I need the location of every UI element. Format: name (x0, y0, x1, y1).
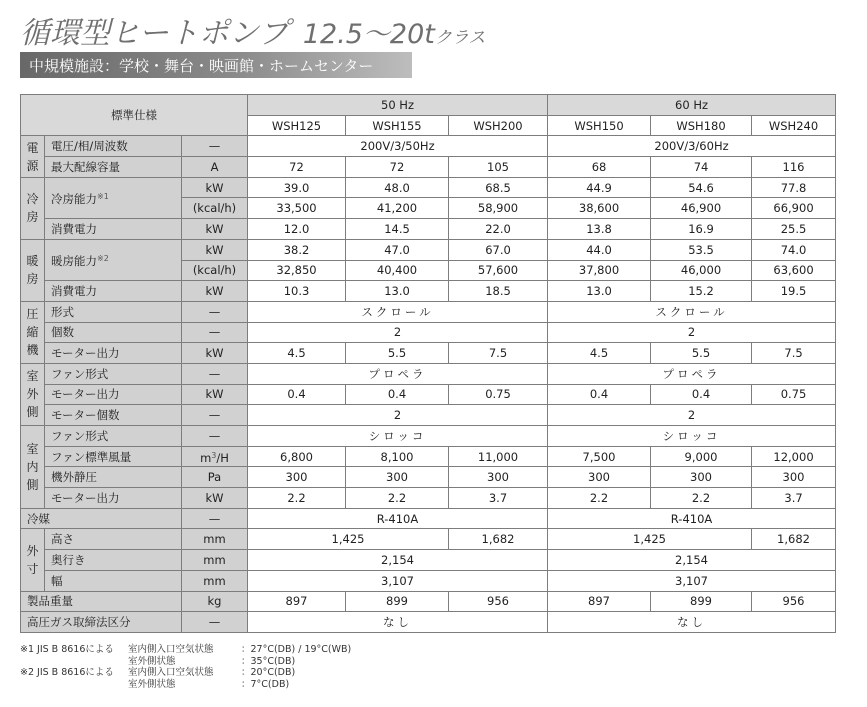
hz50-header: 50 Hz (248, 95, 548, 116)
footnotes (20, 644, 351, 690)
table-row (21, 405, 836, 426)
cell: 37,800 (548, 260, 651, 281)
cell: 63,600 (752, 260, 836, 281)
cell: 897 (248, 591, 346, 612)
cell: 956 (752, 591, 836, 612)
cell: 77.8 (752, 177, 836, 198)
row-unit: mm (182, 570, 248, 591)
cell: 13.0 (346, 281, 449, 302)
cell: 33,500 (248, 198, 346, 219)
row-unit: Pa (182, 467, 248, 488)
cell: 200V/3/60Hz (548, 136, 836, 157)
row-label: 消費電力 (45, 219, 182, 240)
group-label (21, 136, 45, 177)
cell: シロッコ (248, 426, 548, 447)
cell: 0.4 (651, 384, 752, 405)
cell: 4.5 (248, 343, 346, 364)
table-row (21, 550, 836, 571)
cell: 25.5 (752, 219, 836, 240)
footnote-line (20, 644, 351, 656)
subtitle: 中規模施設：学校・舞台・映画館・ホームセンター (29, 57, 374, 75)
cell: 6,800 (248, 446, 346, 467)
row-unit: — (182, 612, 248, 633)
cell: 2.2 (651, 488, 752, 509)
group-heating: 暖房 (26, 254, 39, 287)
footnote-value: ：7°C(DB) (241, 678, 290, 690)
cell: 897 (548, 591, 651, 612)
model-header: WSH125 (248, 115, 346, 136)
footnote-ref: ※2 JIS B 8616による (20, 667, 114, 678)
cell: 40,400 (346, 260, 449, 281)
cell: 9,000 (651, 446, 752, 467)
table-row (21, 570, 836, 591)
row-unit: kW (182, 219, 248, 240)
row-label: 個数 (45, 322, 182, 343)
cell: 66,900 (752, 198, 836, 219)
footnote-value: ：35°C(DB) (241, 655, 296, 667)
title-class: クラス (434, 28, 486, 48)
cell: 3.7 (752, 488, 836, 509)
table-row (21, 301, 836, 322)
spec-label: 標準仕様 (21, 95, 248, 136)
footnote-cond: 室外側状態 (128, 678, 176, 690)
table-row (21, 488, 836, 509)
row-unit: — (182, 405, 248, 426)
cell: 300 (346, 467, 449, 488)
cell: 13.0 (548, 281, 651, 302)
cell: 3,107 (548, 570, 836, 591)
cell: 14.5 (346, 219, 449, 240)
cell: 68.5 (449, 177, 548, 198)
cell: 300 (752, 467, 836, 488)
cell: 7.5 (752, 343, 836, 364)
footnote-cond: 室外側状態 (128, 655, 176, 667)
footnote-line (20, 656, 351, 668)
footnote-cond: 室内側入口空気状態 (128, 644, 214, 655)
cell: 10.3 (248, 281, 346, 302)
cell: 57,600 (449, 260, 548, 281)
row-unit: — (182, 363, 248, 384)
group-power: 電源 (26, 140, 39, 173)
cell: 1,425 (548, 529, 752, 550)
row-label: 製品重量 (21, 591, 182, 612)
footnote-line (20, 679, 351, 691)
row-label: モーター出力 (45, 384, 182, 405)
footnote-value: ：20°C(DB) (241, 667, 296, 678)
row-unit: — (182, 508, 248, 529)
group-label (21, 177, 45, 239)
cell: 105 (449, 157, 548, 178)
cell: R-410A (248, 508, 548, 529)
cell: 956 (449, 591, 548, 612)
table-row (21, 612, 836, 633)
footnote-line (20, 667, 351, 679)
cell: 3,107 (248, 570, 548, 591)
table-row (21, 219, 836, 240)
row-unit: mm (182, 529, 248, 550)
cell: 3.7 (449, 488, 548, 509)
cell: 54.6 (651, 177, 752, 198)
table-row (21, 529, 836, 550)
model-header: WSH155 (346, 115, 449, 136)
cell: 15.2 (651, 281, 752, 302)
row-unit: mm (182, 550, 248, 571)
group-compressor: 圧縮機 (26, 307, 39, 358)
cell: 46,900 (651, 198, 752, 219)
cell: 1,682 (752, 529, 836, 550)
cell: 46,000 (651, 260, 752, 281)
cell: 0.75 (752, 384, 836, 405)
cell: 12.0 (248, 219, 346, 240)
subtitle-bar (20, 52, 412, 78)
table-row (21, 157, 836, 178)
cell: 899 (346, 591, 449, 612)
group-label (21, 301, 45, 363)
cell: 72 (248, 157, 346, 178)
row-label: 高圧ガス取締法区分 (21, 612, 182, 633)
cell: 74.0 (752, 239, 836, 260)
table-row (21, 467, 836, 488)
model-header: WSH240 (752, 115, 836, 136)
cell: 41,200 (346, 198, 449, 219)
cell: 2.2 (346, 488, 449, 509)
cell: 19.5 (752, 281, 836, 302)
row-label: ファン標準風量 (45, 446, 182, 467)
row-unit: A (182, 157, 248, 178)
cell: 53.5 (651, 239, 752, 260)
row-unit: kW (182, 384, 248, 405)
cell: 22.0 (449, 219, 548, 240)
row-label: 奥行き (45, 550, 182, 571)
cell: 38,600 (548, 198, 651, 219)
row-label: 機外静圧 (45, 467, 182, 488)
cell: 2.2 (548, 488, 651, 509)
cell: 44.0 (548, 239, 651, 260)
footnote-ref: ※1 JIS B 8616による (20, 644, 114, 655)
cell: 2.2 (248, 488, 346, 509)
row-unit: kW (182, 281, 248, 302)
cell: プロペラ (248, 363, 548, 384)
footnote-ref (20, 656, 128, 668)
cell: 74 (651, 157, 752, 178)
cell: 2,154 (248, 550, 548, 571)
table-row (21, 363, 836, 384)
table-row (21, 384, 836, 405)
row-label: 電圧/相/周波数 (45, 136, 182, 157)
group-label (21, 426, 45, 509)
cell: 0.4 (346, 384, 449, 405)
cell: スクロール (248, 301, 548, 322)
model-header: WSH150 (548, 115, 651, 136)
table-row (21, 136, 836, 157)
cell: スクロール (548, 301, 836, 322)
row-label: ファン形式 (45, 426, 182, 447)
cell: 300 (548, 467, 651, 488)
cell: 2 (548, 322, 836, 343)
cell: R-410A (548, 508, 836, 529)
row-label: 幅 (45, 570, 182, 591)
cooling-capacity-label: 冷房能力 (51, 191, 97, 206)
row-label (45, 239, 182, 280)
row-label: モーター出力 (45, 343, 182, 364)
cell: 18.5 (449, 281, 548, 302)
row-label: モーター出力 (45, 488, 182, 509)
cell: 300 (651, 467, 752, 488)
group-indoor: 室内側 (26, 441, 39, 492)
model-header: WSH180 (651, 115, 752, 136)
cell: 0.4 (248, 384, 346, 405)
row-unit (182, 446, 248, 467)
row-label: 高さ (45, 529, 182, 550)
cell: プロペラ (548, 363, 836, 384)
cell: なし (548, 612, 836, 633)
title-main: 循環型ヒートポンプ (20, 16, 289, 51)
row-unit: kW (182, 488, 248, 509)
row-unit: (kcal/h) (182, 260, 248, 281)
cell: 2 (248, 405, 548, 426)
cell: 44.9 (548, 177, 651, 198)
row-unit: kW (182, 343, 248, 364)
row-unit: kg (182, 591, 248, 612)
table-row (21, 239, 836, 260)
table-row (21, 177, 836, 198)
cell: 116 (752, 157, 836, 178)
unit-tail: /H (216, 450, 229, 465)
unit-sup: 3 (211, 450, 217, 460)
table-row (21, 591, 836, 612)
note-marker: ※2 (97, 254, 109, 263)
cell: 39.0 (248, 177, 346, 198)
cell: 5.5 (346, 343, 449, 364)
table-row (21, 322, 836, 343)
row-unit: — (182, 426, 248, 447)
group-dimensions: 外寸 (26, 543, 39, 576)
footnote-value: ：27°C(DB) / 19°C(WB) (241, 644, 352, 655)
cell: 7,500 (548, 446, 651, 467)
cell: 8,100 (346, 446, 449, 467)
unit-base: m (200, 450, 212, 465)
cell: 1,682 (449, 529, 548, 550)
model-header: WSH200 (449, 115, 548, 136)
footnote-cond: 室内側入口空気状態 (128, 667, 214, 678)
cell: 0.75 (449, 384, 548, 405)
row-unit: (kcal/h) (182, 198, 248, 219)
note-marker: ※1 (97, 191, 109, 201)
cell: 1,425 (248, 529, 449, 550)
cell: 5.5 (651, 343, 752, 364)
cell: 12,000 (752, 446, 836, 467)
cell: 48.0 (346, 177, 449, 198)
cell: 38.2 (248, 239, 346, 260)
cell: 899 (651, 591, 752, 612)
table-row (21, 508, 836, 529)
cell: 58,900 (449, 198, 548, 219)
row-unit: — (182, 322, 248, 343)
group-label (21, 363, 45, 425)
cell: 300 (449, 467, 548, 488)
cell: 7.5 (449, 343, 548, 364)
row-label: 最大配線容量 (45, 157, 182, 178)
cell: 11,000 (449, 446, 548, 467)
row-label: ファン形式 (45, 363, 182, 384)
cell: 13.8 (548, 219, 651, 240)
cell: 2 (248, 322, 548, 343)
group-cooling: 冷房 (26, 192, 39, 225)
cell: 16.9 (651, 219, 752, 240)
group-label (21, 239, 45, 301)
table-row (21, 446, 836, 467)
table-row (21, 426, 836, 447)
header-row-hz (21, 95, 836, 116)
hz60-header: 60 Hz (548, 95, 836, 116)
cell: 32,850 (248, 260, 346, 281)
heating-capacity-label: 暖房能力 (51, 254, 97, 268)
cell: 4.5 (548, 343, 651, 364)
row-label: 消費電力 (45, 281, 182, 302)
cell: 2,154 (548, 550, 836, 571)
title-capacity: 12.5～20t (302, 19, 435, 50)
cell: 200V/3/50Hz (248, 136, 548, 157)
spec-table (20, 94, 836, 633)
row-label: 形式 (45, 301, 182, 322)
cell: 0.4 (548, 384, 651, 405)
row-unit: — (182, 136, 248, 157)
cell: 72 (346, 157, 449, 178)
table-row (21, 343, 836, 364)
row-label: モーター個数 (45, 405, 182, 426)
row-unit: kW (182, 177, 248, 198)
group-label (21, 529, 45, 591)
row-unit: kW (182, 239, 248, 260)
table-row (21, 281, 836, 302)
cell: 67.0 (449, 239, 548, 260)
cell: 2 (548, 405, 836, 426)
cell: なし (248, 612, 548, 633)
cell: シロッコ (548, 426, 836, 447)
row-label (45, 177, 182, 218)
group-outdoor: 室外側 (26, 369, 39, 420)
cell: 47.0 (346, 239, 449, 260)
row-label: 冷媒 (21, 508, 182, 529)
footnote-ref (20, 679, 128, 691)
cell: 300 (248, 467, 346, 488)
page-title (20, 8, 485, 52)
row-unit: — (182, 301, 248, 322)
cell: 68 (548, 157, 651, 178)
